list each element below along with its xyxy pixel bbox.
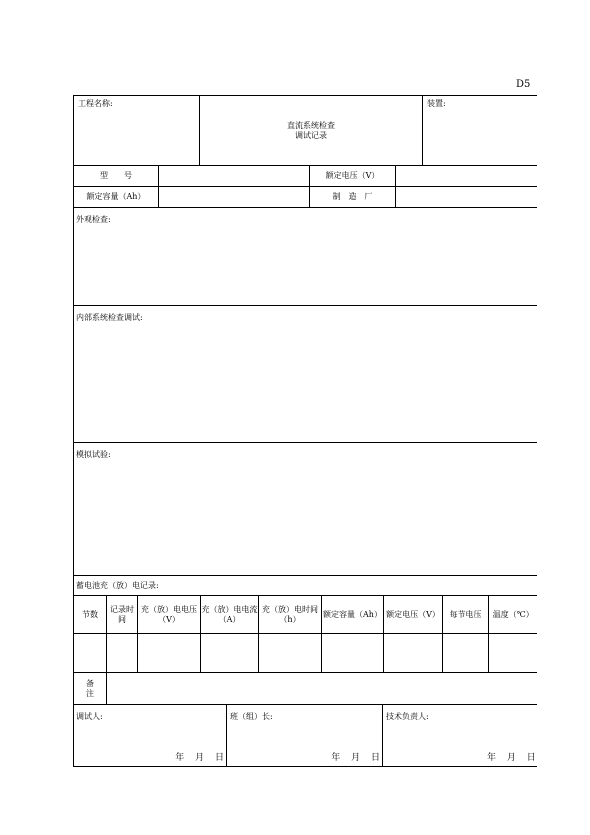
month-label: 月	[506, 753, 516, 763]
battery-table	[73, 595, 537, 673]
year-label: 年	[331, 753, 341, 763]
internal-check-label: 内部系统检查调试:	[76, 313, 143, 322]
team-leader-label: 班（组）长:	[230, 712, 273, 721]
manufacturer-label: 制 造 厂	[310, 187, 396, 208]
tech-lead-date	[479, 750, 536, 763]
data-cell	[322, 634, 384, 673]
team-leader-date	[323, 750, 380, 763]
data-cell	[201, 634, 259, 673]
data-cell	[138, 634, 201, 673]
header-cell-voltage: 充（放）电电压（V）	[138, 596, 201, 634]
battery-header-row	[74, 596, 538, 634]
header-cell-time: 充（放）电时间（h）	[259, 596, 322, 634]
rated-voltage-label: 额定电压（V）	[310, 166, 396, 187]
data-cell	[259, 634, 322, 673]
left-border	[73, 95, 74, 767]
data-cell	[74, 634, 107, 673]
header-cell-rated-capacity: 额定容量（Ah）	[322, 596, 384, 634]
day-label: 日	[214, 753, 224, 763]
year-label: 年	[175, 753, 185, 763]
month-label: 月	[351, 753, 361, 763]
appearance-section	[73, 207, 537, 305]
form-title-line2: 调试记录	[295, 130, 327, 140]
form-code: D5	[516, 79, 531, 90]
header-cell-rated-voltage: 额定电压（V）	[384, 596, 443, 634]
manufacturer-value	[396, 187, 538, 208]
bottom-border	[73, 766, 537, 767]
internal-check-section	[73, 305, 537, 442]
header-cell-sections: 节数	[74, 596, 107, 634]
rated-voltage-value	[396, 166, 538, 187]
tester-date	[167, 750, 224, 763]
rated-capacity-label: 额定容量（Ah）	[74, 187, 159, 208]
device-label: 装置:	[423, 96, 538, 166]
rated-capacity-value	[159, 187, 310, 208]
team-leader-signature	[227, 705, 383, 767]
tester-label: 调试人:	[76, 712, 103, 721]
remarks-table	[73, 672, 537, 705]
header-cell-cell-voltage: 每节电压	[443, 596, 489, 634]
remarks-label: 备注	[74, 673, 107, 705]
simulation-section	[73, 442, 537, 575]
appearance-label: 外观检查:	[76, 215, 111, 224]
tester-signature	[73, 705, 227, 767]
model-value	[159, 166, 310, 187]
month-label: 月	[195, 753, 205, 763]
day-label: 日	[370, 753, 380, 763]
data-cell	[107, 634, 138, 673]
header-cell-record-time: 记录时间	[107, 596, 138, 634]
header-cell-temperature: 温度（℃）	[489, 596, 538, 634]
header-cell-current: 充（放）电电流（A）	[201, 596, 259, 634]
info-table	[73, 165, 537, 208]
simulation-label: 模拟试验:	[76, 450, 111, 459]
remarks-value	[107, 673, 538, 705]
form-title	[200, 96, 423, 166]
year-label: 年	[487, 753, 497, 763]
record-form	[73, 95, 537, 767]
battery-record-label: 蓄电池充（放）电记录:	[76, 581, 159, 590]
header-table	[73, 95, 537, 166]
tech-lead-signature	[383, 705, 537, 767]
battery-data-row	[74, 634, 538, 673]
model-label: 型 号	[74, 166, 159, 187]
data-cell	[443, 634, 489, 673]
signature-row	[73, 704, 537, 767]
day-label: 日	[526, 753, 536, 763]
data-cell	[489, 634, 538, 673]
data-cell	[384, 634, 443, 673]
battery-record-section	[73, 575, 537, 595]
form-title-line1: 直流系统检查	[287, 120, 335, 130]
project-name-label: 工程名称:	[74, 96, 200, 166]
tech-lead-label: 技术负责人:	[386, 712, 429, 721]
